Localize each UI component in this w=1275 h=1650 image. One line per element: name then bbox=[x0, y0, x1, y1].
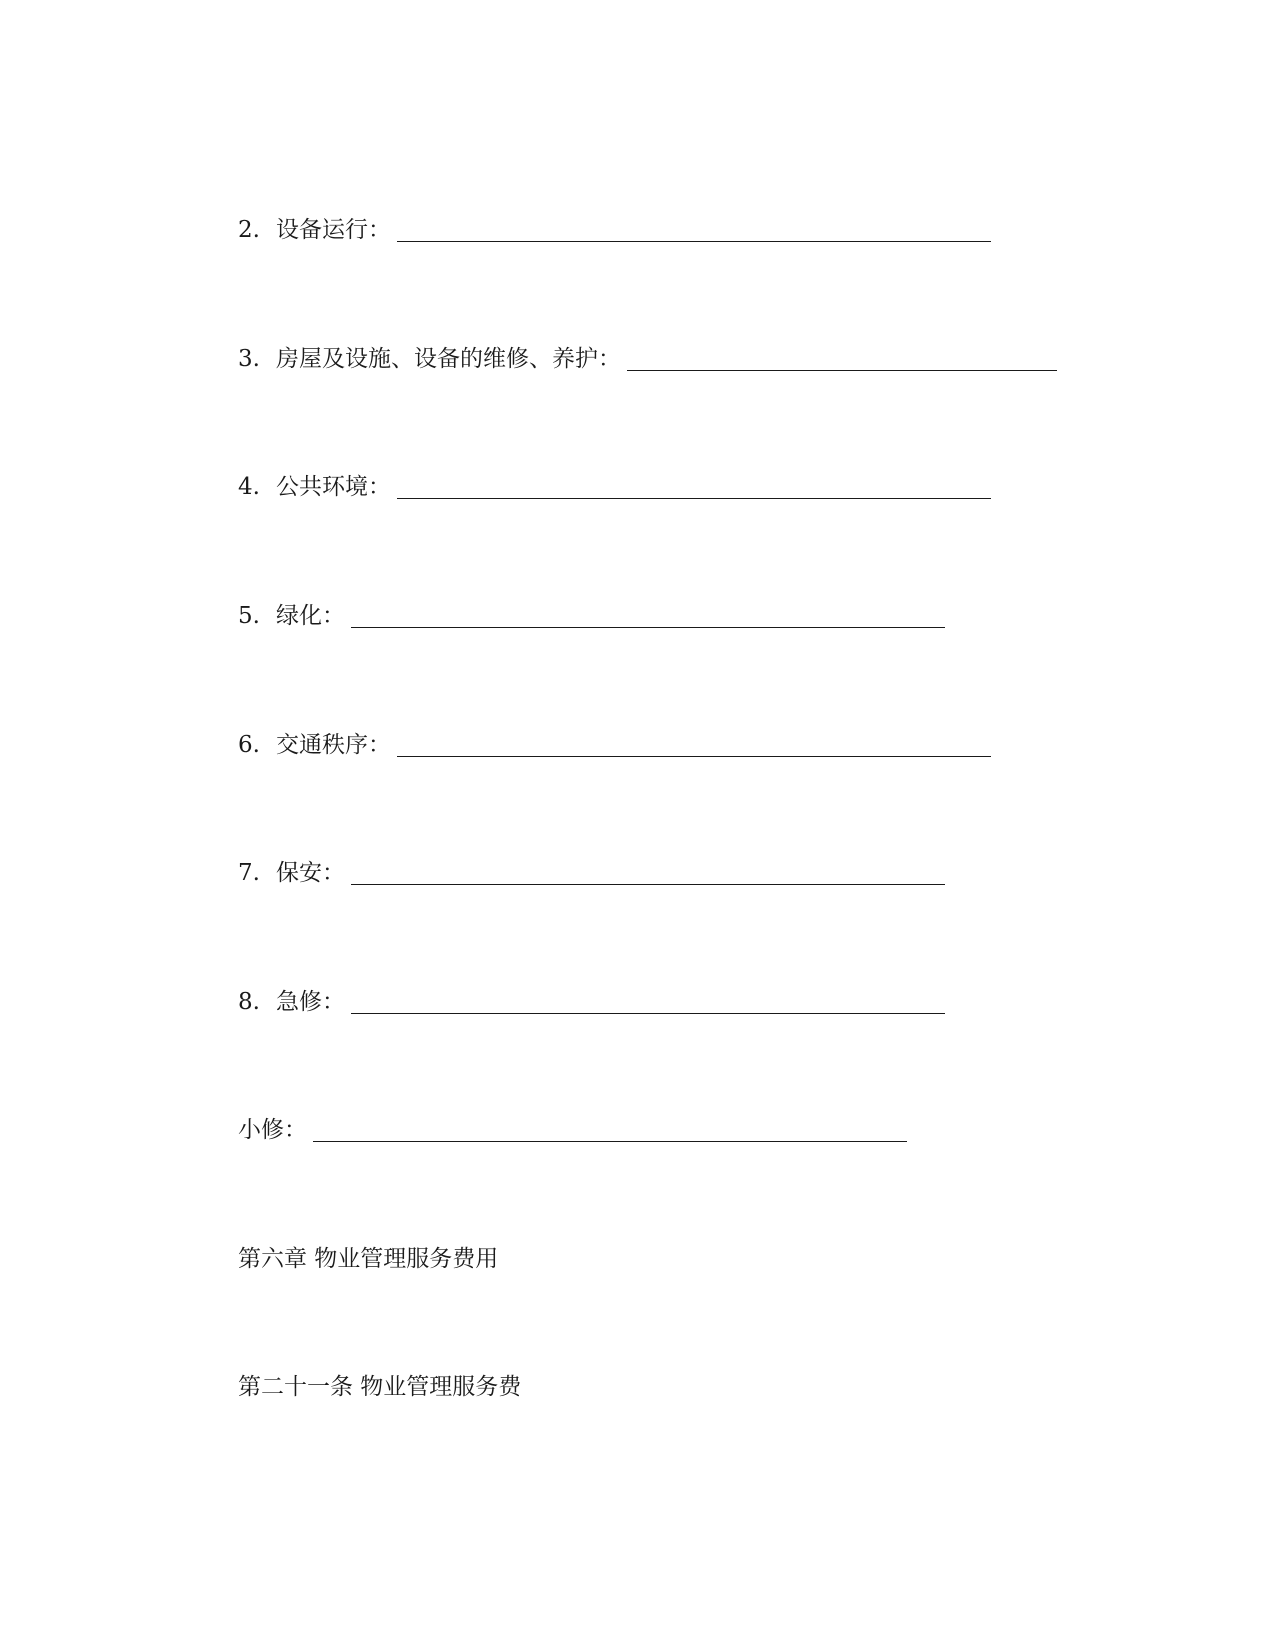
form-line-greening bbox=[238, 602, 945, 630]
field-label: 绿化： bbox=[276, 603, 345, 629]
item-number: 4. bbox=[238, 474, 260, 500]
fill-in-blank[interactable] bbox=[351, 988, 945, 1014]
field-label: 保安： bbox=[276, 860, 345, 886]
field-label: 急修： bbox=[276, 989, 345, 1015]
form-line-minor-repair bbox=[238, 1116, 907, 1144]
field-label: 交通秩序： bbox=[276, 732, 391, 758]
item-number: 8. bbox=[238, 989, 260, 1015]
fill-in-blank[interactable] bbox=[313, 1116, 907, 1142]
field-label: 小修： bbox=[238, 1117, 307, 1143]
form-line-traffic-order bbox=[238, 731, 991, 759]
form-line-public-environment bbox=[238, 473, 991, 501]
form-line-emergency-repair bbox=[238, 988, 945, 1016]
item-number: 2. bbox=[238, 217, 260, 243]
form-line-equipment-operation bbox=[238, 216, 991, 244]
fill-in-blank[interactable] bbox=[351, 602, 945, 628]
item-number: 6. bbox=[238, 732, 260, 758]
item-number: 7. bbox=[238, 860, 260, 886]
item-number: 5. bbox=[238, 603, 260, 629]
field-label: 房屋及设施、设备的维修、养护： bbox=[276, 346, 621, 372]
fill-in-blank[interactable] bbox=[397, 473, 991, 499]
article-title: 第二十一条 物业管理服务费 bbox=[238, 1374, 522, 1400]
fill-in-blank[interactable] bbox=[397, 731, 991, 757]
form-line-security bbox=[238, 859, 945, 887]
fill-in-blank[interactable] bbox=[627, 345, 1057, 371]
chapter-title: 第六章 物业管理服务费用 bbox=[238, 1246, 499, 1272]
field-label: 公共环境： bbox=[276, 474, 391, 500]
item-number: 3. bbox=[238, 346, 260, 372]
form-line-repair-maintenance bbox=[238, 345, 1057, 373]
fill-in-blank[interactable] bbox=[397, 216, 991, 242]
field-label: 设备运行： bbox=[276, 217, 391, 243]
fill-in-blank[interactable] bbox=[351, 859, 945, 885]
